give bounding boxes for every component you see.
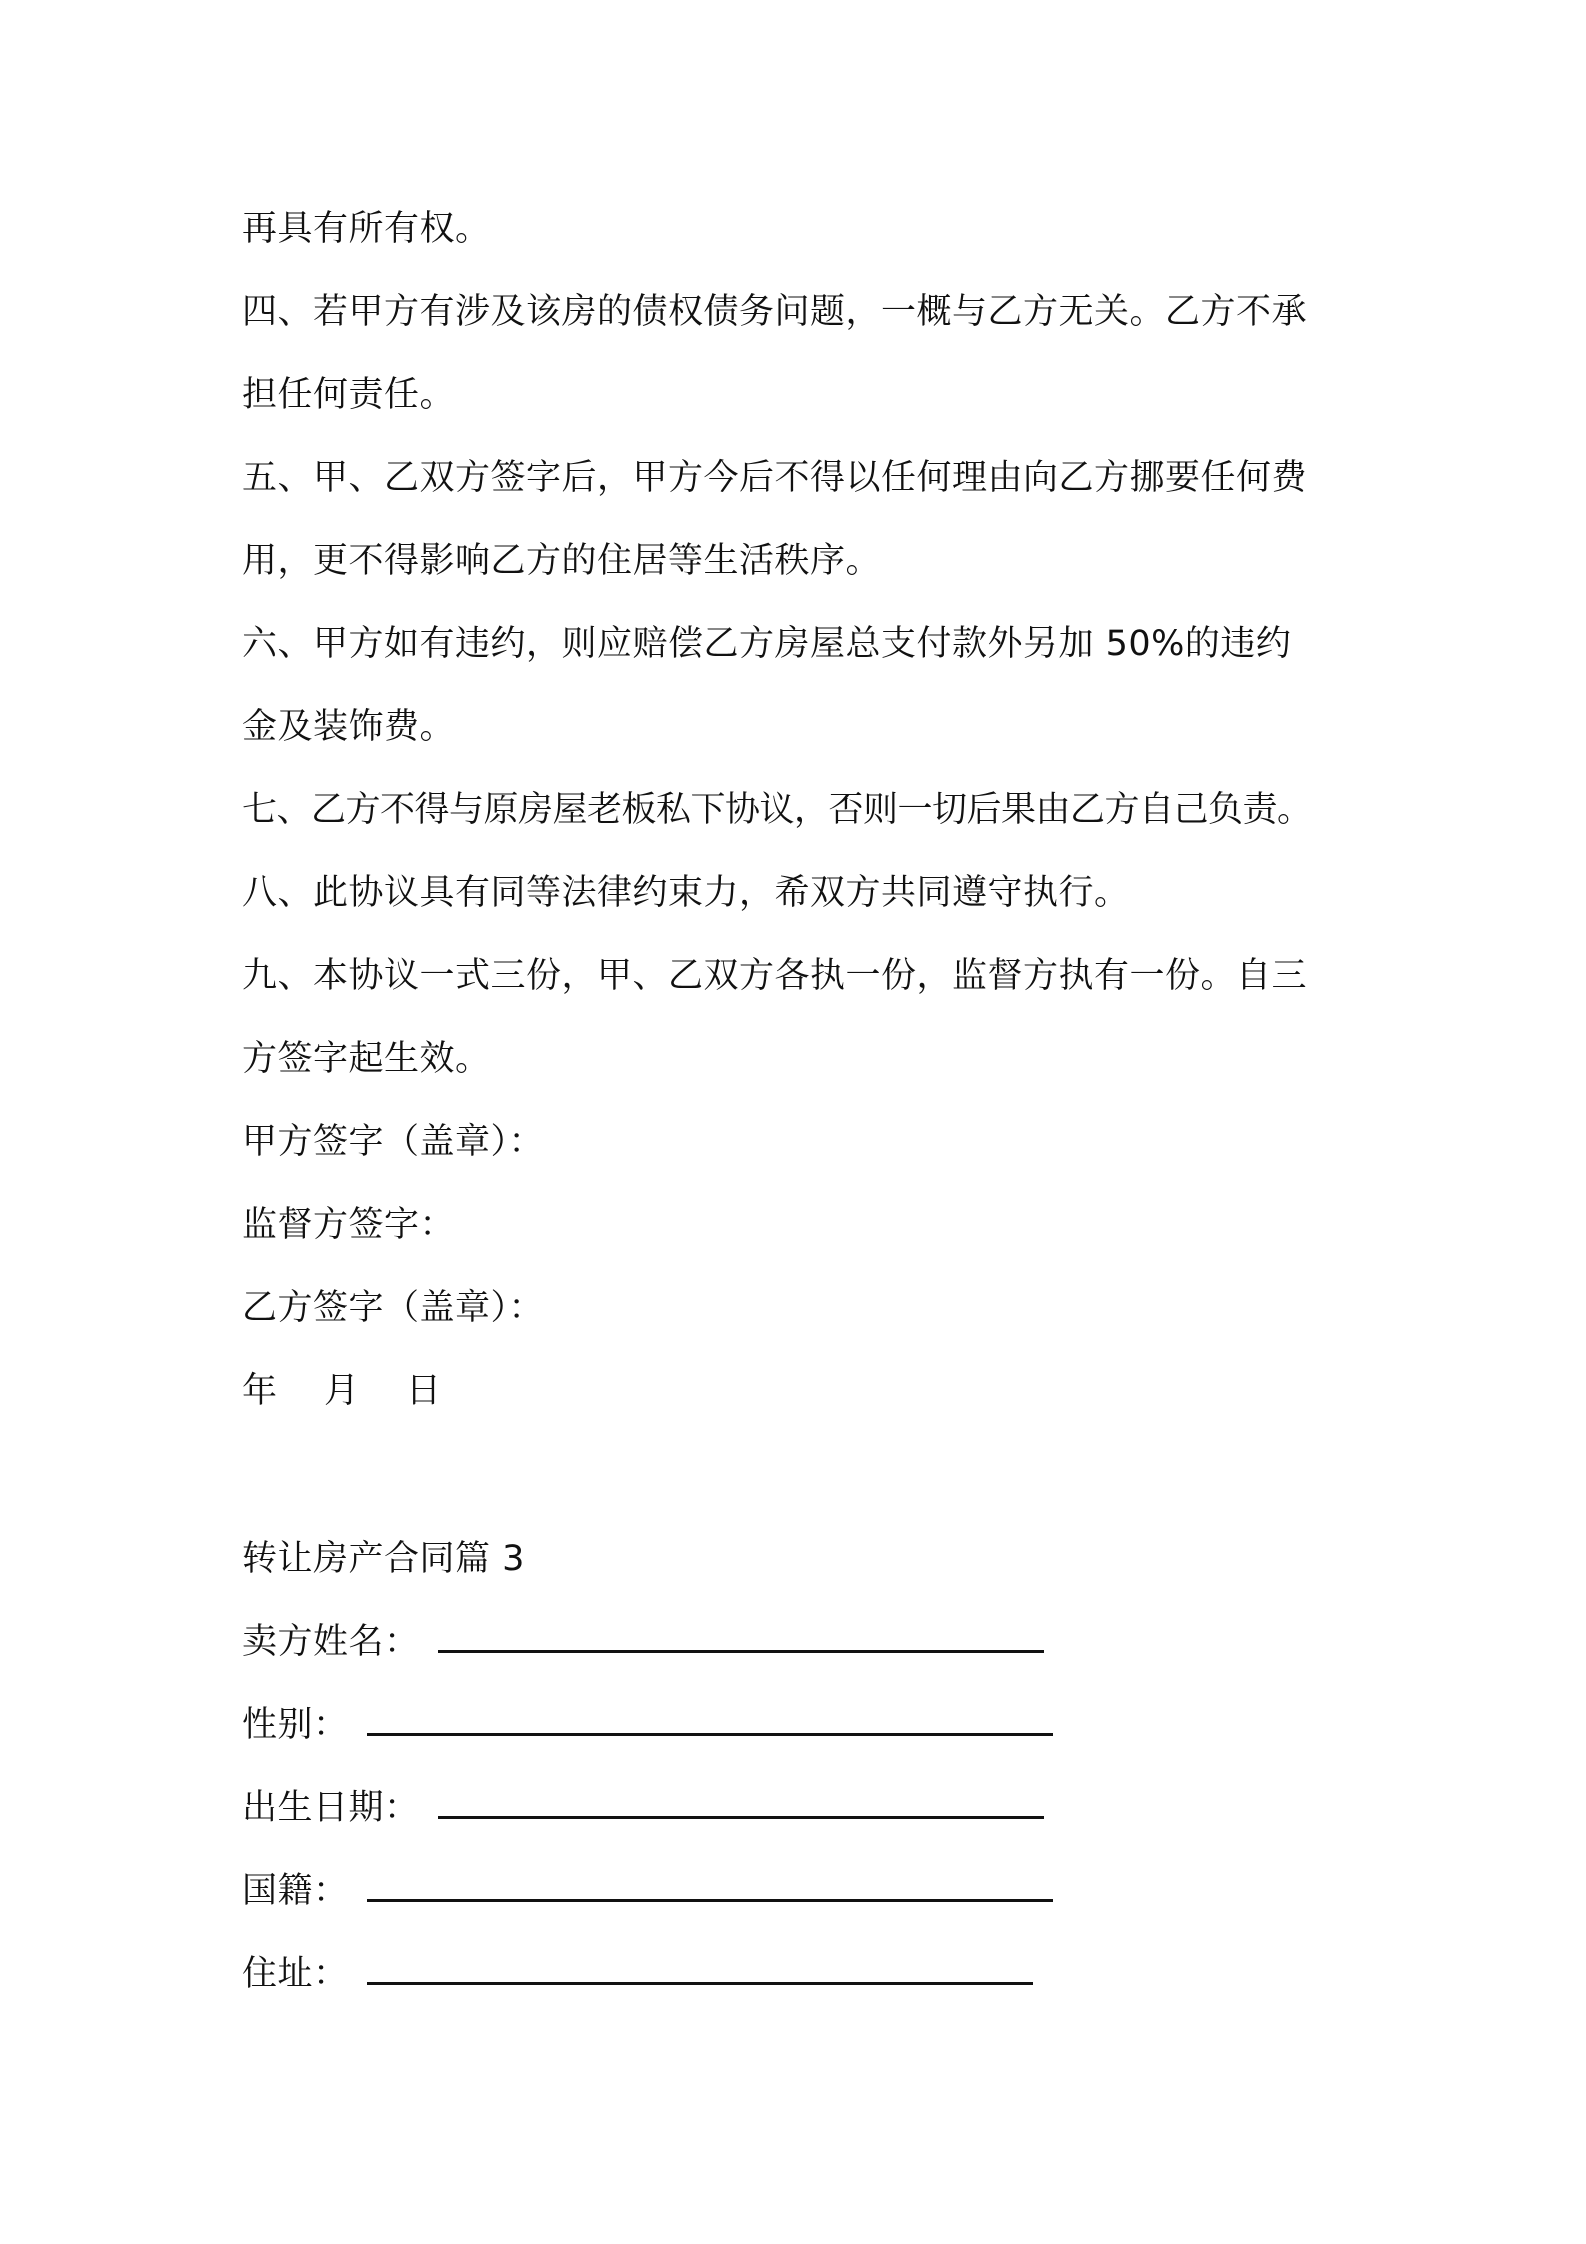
form-field-label: 出生日期： (242, 1788, 420, 1828)
clause-6-line-1: 六、甲方如有违约，则应赔偿乙方房屋总支付款外另加 50%的违约 (242, 624, 1292, 664)
form-field-seller-name (242, 1620, 1044, 1664)
clause-9-line-2: 方签字起生效。 (242, 1039, 491, 1079)
paragraph-line-1: 再具有所有权。 (242, 209, 491, 249)
nationality-blank[interactable] (367, 1869, 1053, 1902)
form-field-label: 国籍： (242, 1871, 349, 1911)
birth-date-blank[interactable] (438, 1786, 1044, 1819)
form-field-nationality (242, 1869, 1053, 1913)
form-field-address (242, 1952, 1033, 1996)
party-b-signature-label: 乙方签字（盖章）： (242, 1288, 545, 1328)
form-field-birth-date (242, 1786, 1044, 1830)
party-a-signature-label: 甲方签字（盖章）： (242, 1122, 545, 1162)
seller-name-blank[interactable] (438, 1620, 1044, 1653)
clause-7: 七、乙方不得与原房屋老板私下协议，否则一切后果由乙方自己负责。 (242, 790, 1312, 830)
clause-5-line-2: 用，更不得影响乙方的住居等生活秩序。 (242, 541, 882, 581)
signature-date: 年 月 日 (242, 1371, 442, 1411)
section-title: 转让房产合同篇 3 (242, 1539, 525, 1579)
clause-4-line-2: 担任何责任。 (242, 375, 456, 415)
form-field-label: 住址： (242, 1954, 349, 1994)
form-field-label: 卖方姓名： (242, 1622, 420, 1662)
gender-blank[interactable] (367, 1703, 1053, 1736)
clause-4-line-1: 四、若甲方有涉及该房的债权债务问题，一概与乙方无关。乙方不承 (242, 292, 1308, 332)
clause-6-line-2: 金及装饰费。 (242, 707, 456, 747)
form-field-label: 性别： (242, 1705, 349, 1745)
clause-9-line-1: 九、本协议一式三份，甲、乙双方各执一份，监督方执有一份。自三 (242, 956, 1308, 996)
address-blank[interactable] (367, 1952, 1033, 1985)
supervisor-signature-label: 监督方签字： (242, 1205, 456, 1245)
clause-5-line-1: 五、甲、乙双方签字后，甲方今后不得以任何理由向乙方挪要任何费 (242, 458, 1308, 498)
form-field-gender (242, 1703, 1053, 1747)
clause-8: 八、此协议具有同等法律约束力，希双方共同遵守执行。 (242, 873, 1130, 913)
